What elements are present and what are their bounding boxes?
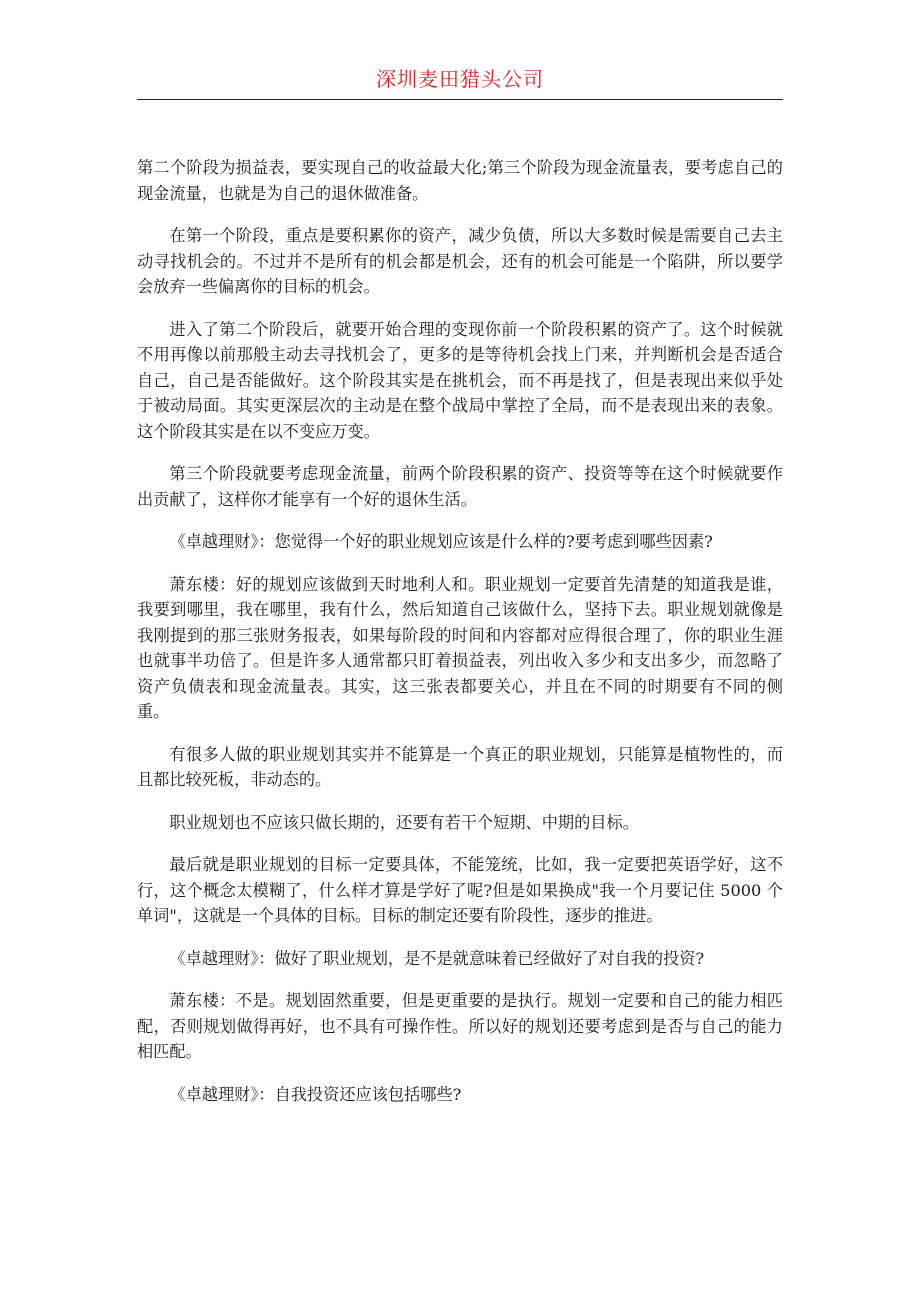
paragraph: 萧东楼：好的规划应该做到天时地利人和。职业规划一定要首先清楚的知道我是谁，我要到哪里，我在哪里，我有什么，然后知道自己该做什么，坚持下去。职业规划就像是我刚提到的那三张财务报表，如果每阶段的时间和内容都对应得很合理了，你的职业生涯也就事半功倍了。但是许多人通常都只盯着损益表，列出收入多少和支出多少，而忽略了资产负债表和现金流量表。其实，这三张表都要关心，并且在不同的时期要有不同的侧重。: [137, 574, 783, 721]
page-header-title: 深圳麦田猎头公司: [376, 67, 544, 91]
paragraph: 职业规划也不应该只做长期的，还要有若干个短期、中期的目标。: [169, 812, 639, 832]
paragraph: 有很多人做的职业规划其实并不能算是一个真正的职业规划，只能算是植物性的，而且都比较死板，非动态的。: [137, 744, 783, 789]
paragraph: 进入了第二个阶段后，就要开始合理的变现你前一个阶段积累的资产了。这个时候就不用再像以前那般主动去寻找机会了，更多的是等待机会找上门来，并判断机会是否适合自己，自己是否能做好。这个阶段其实是在挑机会，而不再是找了，但是表现出来似乎处于被动局面。其实更深层次的主动是在整个战局中掌控了全局，而不是表现出来的表象。这个阶段其实是在以不变应万变。: [137, 319, 783, 441]
paragraph: 《卓越理财》：自我投资还应该包括哪些?: [169, 1084, 462, 1104]
paragraph: 《卓越理财》：您觉得一个好的职业规划应该是什么样的?要考虑到哪些因素?: [169, 532, 713, 551]
paragraph: 《卓越理财》：做好了职业规划，是不是就意味着已经做好了对自我的投资?: [169, 948, 705, 968]
document-body: [137, 155, 783, 1124]
paragraph: 最后就是职业规划的目标一定要具体，不能笼统，比如，我一定要把英语学好，这不行，这个概念太模糊了，什么样才算是学好了呢?但是如果换成"我一个月要记住 5000 个单词"，这就是一个具体的目标。目标的制定还要有阶段性，逐步的推进。: [137, 855, 783, 925]
header-divider: [137, 99, 783, 100]
paragraph: 萧东楼：不是。规划固然重要，但是更重要的是执行。规划一定要和自己的能力相匹配，否则规划做得再好，也不具有可操作性。所以好的规划还要考虑到是否与自己的能力相匹配。: [137, 991, 783, 1061]
paragraph: 第三个阶段就要考虑现金流量，前两个阶段积累的资产、投资等等在这个时候就要作出贡献了，这样你才能享有一个好的退休生活。: [137, 464, 783, 509]
paragraph: 第二个阶段为损益表，要实现自己的收益最大化;第三个阶段为现金流量表，要考虑自己的现金流量，也就是为自己的退休做准备。: [137, 158, 783, 203]
paragraph: 在第一个阶段，重点是要积累你的资产，减少负债，所以大多数时候是需要自己去主动寻找机会的。不过并不是所有的机会都是机会，还有的机会可能是一个陷阱，所以要学会放弃一些偏离你的目标的机会。: [137, 226, 783, 296]
